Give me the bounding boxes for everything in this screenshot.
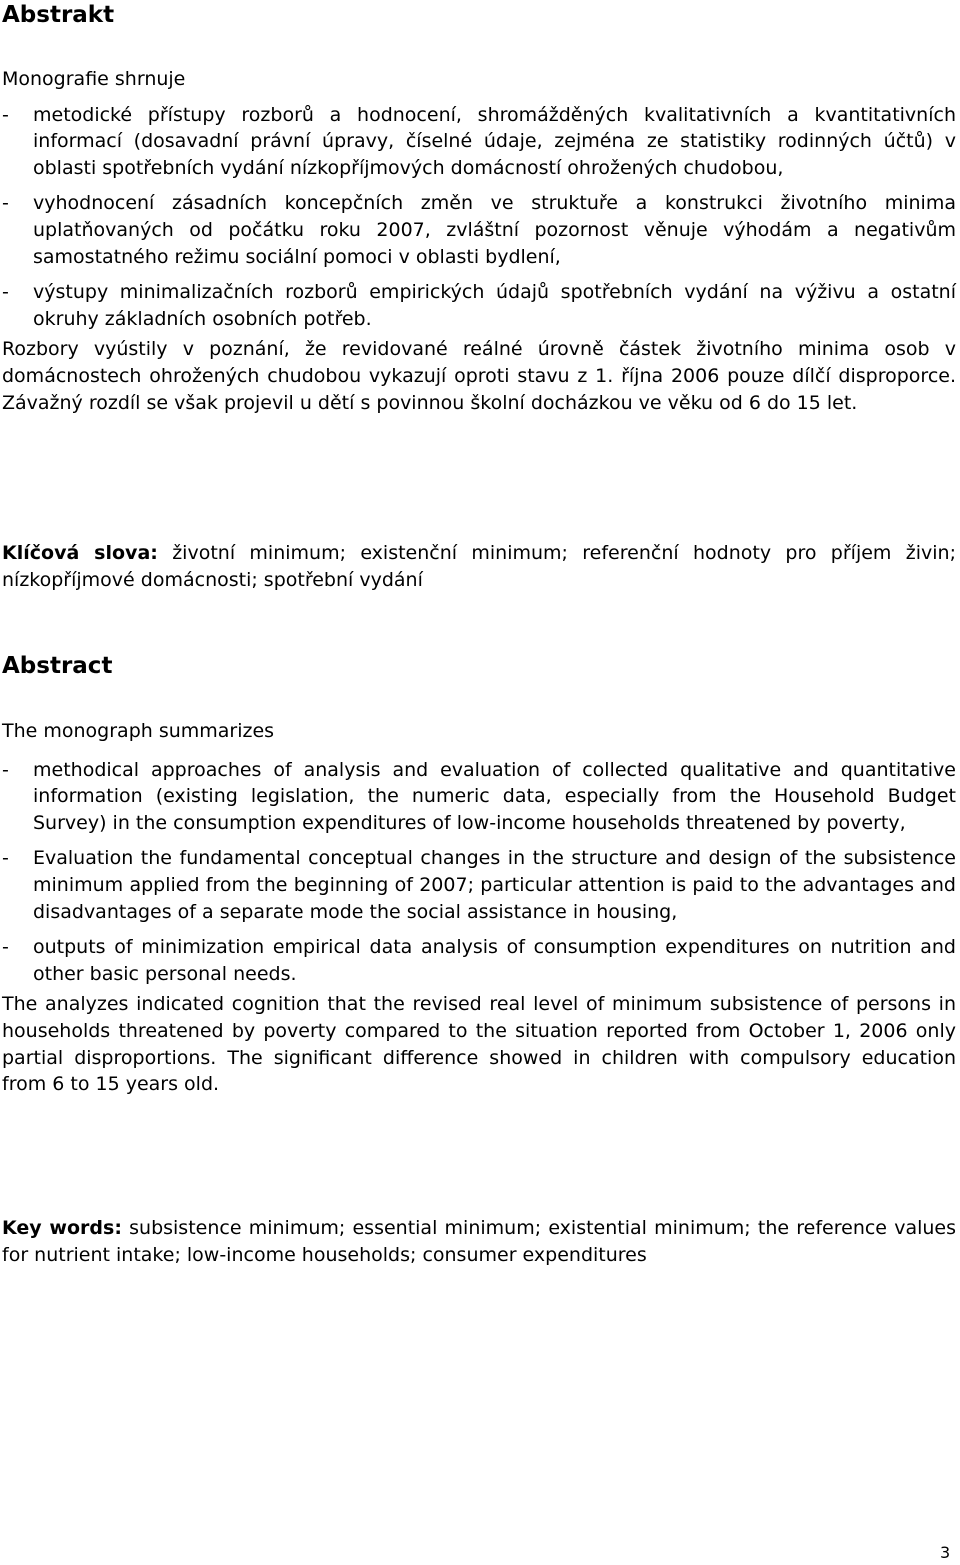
czech-keywords-text: životní minimum; existenční minimum; referenční hodnoty pro příjem živin; nízkopříjmové domácnosti; spotřební vydání — [2, 542, 956, 591]
english-list-item-text: methodical approaches of analysis and evaluation of collected qualitative and quantitative information (existing legislation, the numeric data, especially from the Household Budget Survey) in the consumption expenditures of low-income households threatened by poverty, — [33, 758, 956, 834]
czech-list-item — [2, 190, 956, 270]
english-list-item — [2, 845, 956, 925]
english-list-item-text: Evaluation the fundamental conceptual changes in the structure and design of the subsistence minimum applied from the beginning of 2007; particular attention is paid to the advantages and disadvantages of a separate mode the social assistance in housing, — [33, 847, 956, 923]
english-intro: The monograph summarizes — [2, 720, 275, 742]
czech-list-item-text: výstupy minimalizačních rozborů empirických údajů spotřebních vydání na výživu a ostatní okruhy základních osobních potřeb. — [33, 281, 956, 330]
english-summary: The analyzes indicated cognition that the revised real level of minimum subsistence of persons in households threatened by poverty compared to the situation reported from October 1, 2006 only partial disproportions. The significant difference showed in children with compulsory education from 6 to 15 years old. — [2, 993, 956, 1096]
czech-abstract-body — [2, 66, 956, 416]
list-dash: - — [2, 281, 9, 304]
list-dash: - — [2, 192, 9, 215]
czech-summary: Rozbory vyústily v poznání, že revidované reálné úrovně částek životního minima osob v domácnostech ohrožených chudobou vykazují oproti stavu z 1. října 2006 pouze dílčí disproporce. Závažný rozdíl se však projevil u dětí s povinnou školní docházkou ve věku od 6 do 15 let. — [2, 338, 956, 414]
list-dash: - — [2, 847, 9, 870]
list-dash: - — [2, 758, 9, 781]
english-list-item — [2, 757, 956, 837]
list-dash: - — [2, 936, 9, 959]
english-abstract-body — [2, 718, 956, 1098]
page-number: 3 — [940, 1543, 951, 1562]
czech-list-item — [2, 279, 956, 332]
english-keywords — [2, 1215, 956, 1268]
czech-keywords-label: Klíčová slova: — [2, 542, 158, 564]
czech-keywords — [2, 540, 956, 593]
czech-abstract-title: Abstrakt — [2, 2, 115, 28]
english-list-item — [2, 934, 956, 987]
english-keywords-text: subsistence minimum; essential minimum; existential minimum; the reference values for nutrient intake; low-income households; consumer expenditures — [2, 1217, 956, 1266]
czech-list-item — [2, 102, 956, 182]
english-list-item-text: outputs of minimization empirical data analysis of consumption expenditures on nutrition and other basic personal needs. — [33, 936, 956, 985]
czech-list-item-text: metodické přístupy rozborů a hodnocení, shromážděných kvalitativních a kvantitativních informací (dosavadní právní úpravy, číselné údaje, zejména ze statistiky rodinných účtů) v oblasti spotřebních vydání nízkopříjmových domácností ohrožených chudobou, — [33, 103, 956, 179]
czech-intro: Monografie shrnuje — [2, 68, 186, 90]
czech-list-item-text: vyhodnocení zásadních koncepčních změn ve struktuře a konstrukci životního minima uplatňovaných od počátku roku 2007, zvláštní pozornost věnuje výhodám a negativům samostatného režimu sociální pomoci v oblasti bydlení, — [33, 192, 956, 268]
english-abstract-title: Abstract — [2, 653, 113, 679]
list-dash: - — [2, 103, 9, 126]
english-keywords-label: Key words: — [2, 1217, 122, 1239]
